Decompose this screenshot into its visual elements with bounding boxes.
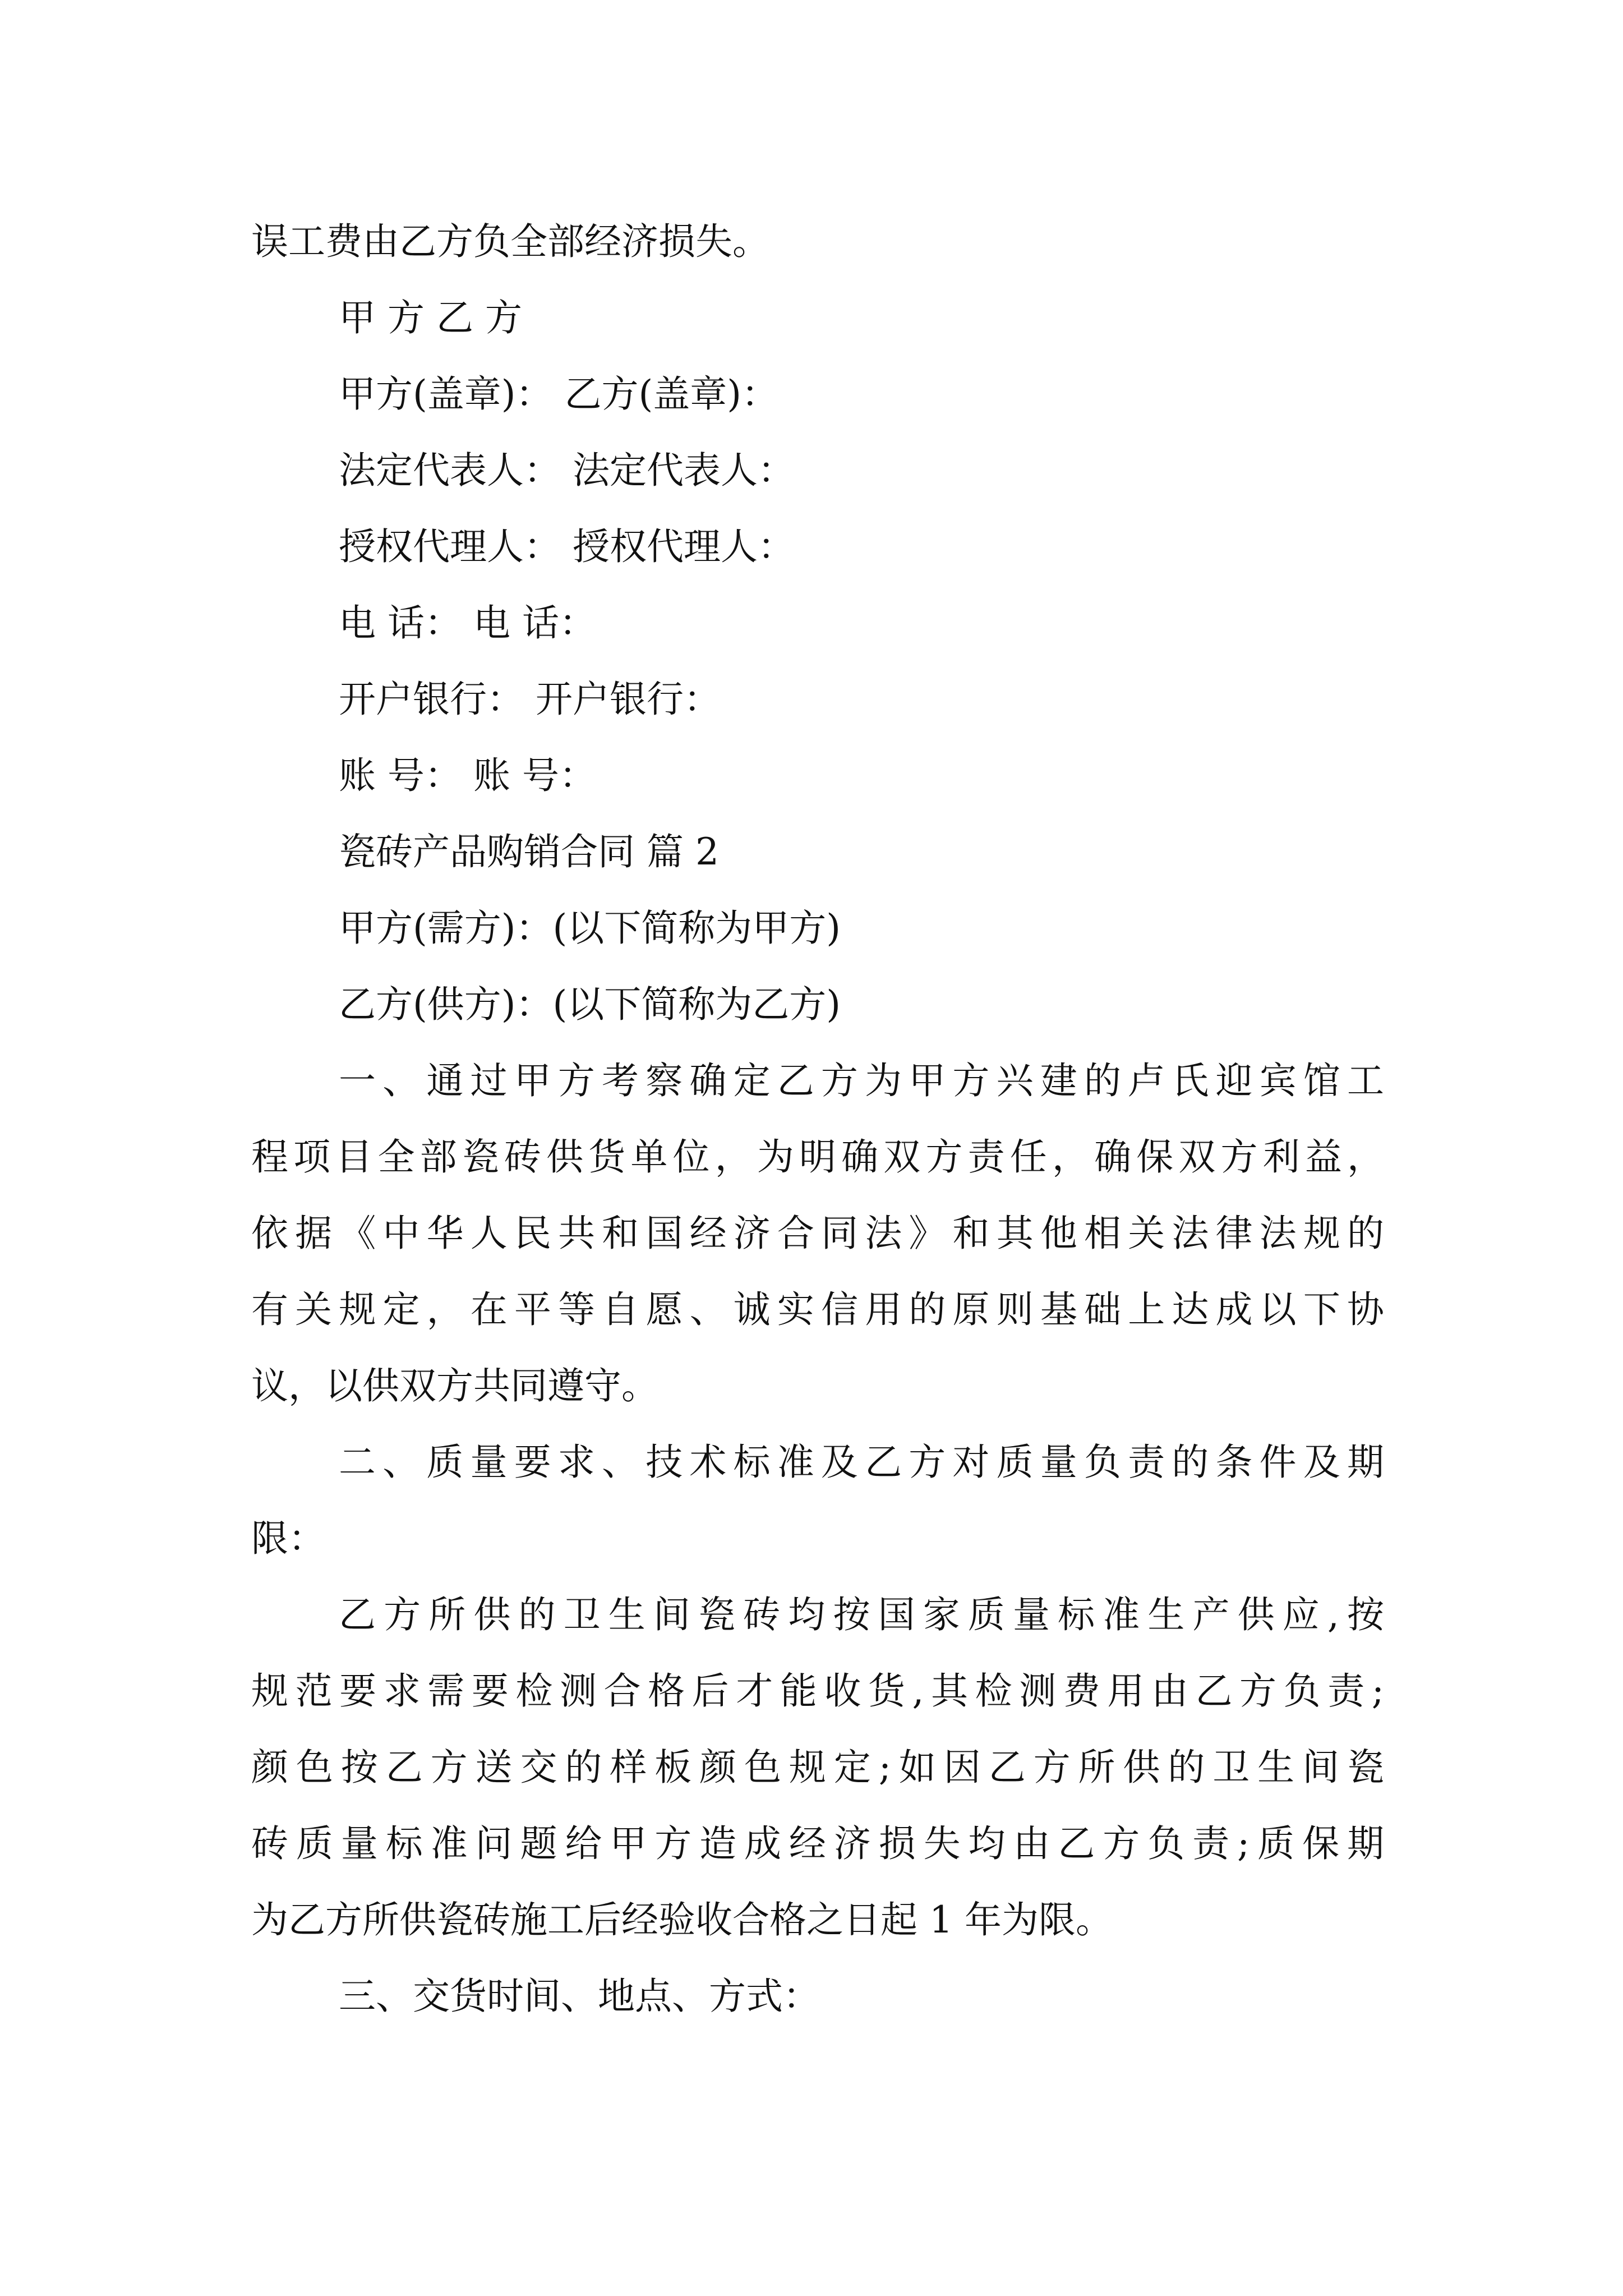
text-line: 开户银行： 开户银行： [339,678,721,721]
paragraph-line: 砖质量标准问题给甲方造成经济损失均由乙方负责;质保期 [251,1822,1384,1865]
paragraph-line: 颜色按乙方送交的样板颜色规定;如因乙方所供的卫生间瓷 [251,1746,1384,1789]
paragraph-line: 有关规定，在平等自愿、诚实信用的原则基础上达成以下协 [251,1288,1384,1331]
text-line: 甲方(需方)：(以下简称为甲方) [339,907,841,950]
text-line: 法定代表人： 法定代表人： [339,449,795,492]
text-line: 误工费由乙方负全部经济损失。 [251,220,769,263]
text-line: 账 号： 账 号： [339,754,596,797]
paragraph-line: 二、质量要求、技术标准及乙方对质量负责的条件及期 [339,1441,1384,1484]
paragraph-line: 规范要求需要检测合格后才能收货,其检测费用由乙方负责; [251,1669,1384,1713]
text-line: 甲方(盖章)： 乙方(盖章)： [339,372,778,416]
section-heading: 瓷砖产品购销合同 篇 2 [339,830,719,873]
text-line: 授权代理人： 授权代理人： [339,525,795,568]
text-line: 甲 方 乙 方 [339,296,522,339]
paragraph-line: 限： [251,1517,325,1560]
paragraph-line: 乙方所供的卫生间瓷砖均按国家质量标准生产供应,按 [339,1593,1384,1636]
paragraph-line: 议，以供双方共同遵守。 [251,1364,658,1407]
text-line: 电 话： 电 话： [339,601,596,645]
paragraph-line: 一、通过甲方考察确定乙方为甲方兴建的卢氏迎宾馆工 [339,1059,1384,1102]
paragraph-line: 程项目全部瓷砖供货单位，为明确双方责任，确保双方利益， [251,1135,1384,1179]
paragraph-line: 依据《中华人民共和国经济合同法》和其他相关法律法规的 [251,1212,1384,1255]
paragraph-line: 三、交货时间、地点、方式： [339,1975,820,2018]
text-line: 乙方(供方)：(以下简称为乙方) [339,983,841,1026]
paragraph-line: 为乙方所供瓷砖施工后经验收合格之日起 1 年为限。 [251,1898,1113,1941]
